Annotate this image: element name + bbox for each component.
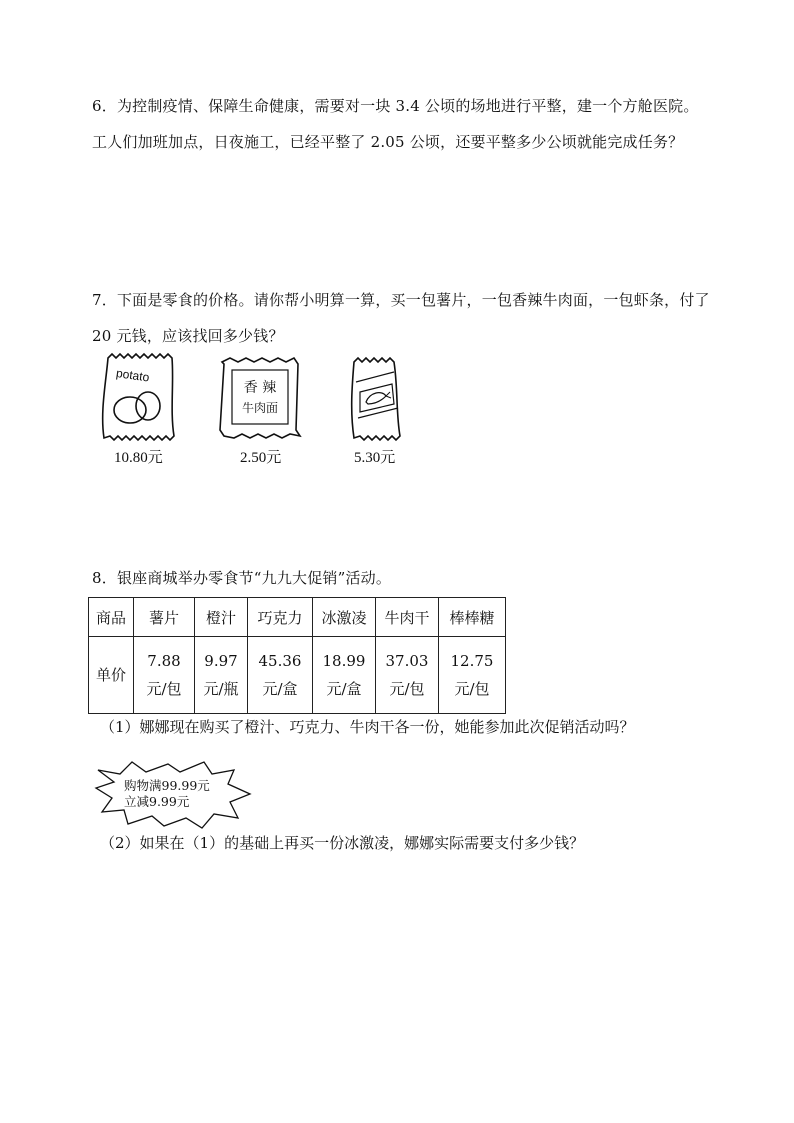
table-cell-name: 牛肉干 [376,598,439,637]
price-value: 7.88 [147,652,181,670]
table-cell-price [376,637,439,714]
question-8-part-1: （1）娜娜现在购买了橙汁、巧克力、牛肉干各一份，她能参加此次促销活动吗？ [100,718,635,736]
price-unit: 元/包 [389,680,425,698]
table-cell-price [439,637,506,714]
spicy-beef-noodle-pack-icon [216,352,304,444]
table-cell-price [195,637,248,714]
price-value: 37.03 [385,652,429,670]
table-cell-name: 冰激凌 [313,598,376,637]
table-cell-price [248,637,313,714]
price-unit: 元/包 [454,680,490,698]
promotion-starburst [94,760,254,830]
price-value: 12.75 [450,652,494,670]
table-cell-price [313,637,376,714]
spicy-beef-noodle-price: 2.50元 [240,450,282,466]
promotion-line-2: 立减9.99元 [124,794,190,809]
price-value: 9.97 [204,652,238,670]
table-row-goods [89,598,506,637]
shrimp-snack-price: 5.30元 [354,450,396,466]
table-cell-price [134,637,195,714]
price-value: 45.36 [258,652,302,670]
price-unit: 元/盒 [326,680,362,698]
table-cell-name: 薯片 [134,598,195,637]
potato-chips-bag-icon [98,352,178,444]
table-cell-name: 棒棒糖 [439,598,506,637]
question-7-text: 7．下面是零食的价格。请你帮小明算一算，买一包薯片，一包香辣牛肉面，一包虾条，付了 20 元钱，应该找回多少钱？ [92,291,710,345]
noodle-label-line1: 香 辣 [243,380,277,396]
price-unit: 元/瓶 [203,680,239,698]
table-header-price: 单价 [89,637,134,714]
price-unit: 元/盒 [262,680,298,698]
table-cell-name: 橙汁 [195,598,248,637]
table-cell-name: 巧克力 [248,598,313,637]
question-6-text: 6．为控制疫情、保障生命健康，需要对一块 3.4 公顷的场地进行平整，建一个方舱医院。工人们加班加点，日夜施工，已经平整了 2.05 公顷，还要平整多少公顷就能完成任务？ [92,97,699,151]
noodle-label-line2: 牛肉面 [241,401,279,415]
price-unit: 元/包 [146,680,182,698]
question-8-part-2: （2）如果在（1）的基础上再买一份冰激凌，娜娜实际需要支付多少钱？ [100,834,585,852]
table-row-price [89,637,506,714]
potato-bag-label: potato [115,366,151,385]
table-header-goods: 商品 [89,598,134,637]
promotion-line-1: 购物满99.99元 [124,778,210,793]
price-value: 18.99 [322,652,366,670]
potato-chips-price: 10.80元 [114,450,163,466]
question-8-text: 8．银座商城举办零食节“九九大促销”活动。 [92,569,392,587]
price-table [88,597,506,714]
shrimp-snack-bag-icon [346,352,404,444]
